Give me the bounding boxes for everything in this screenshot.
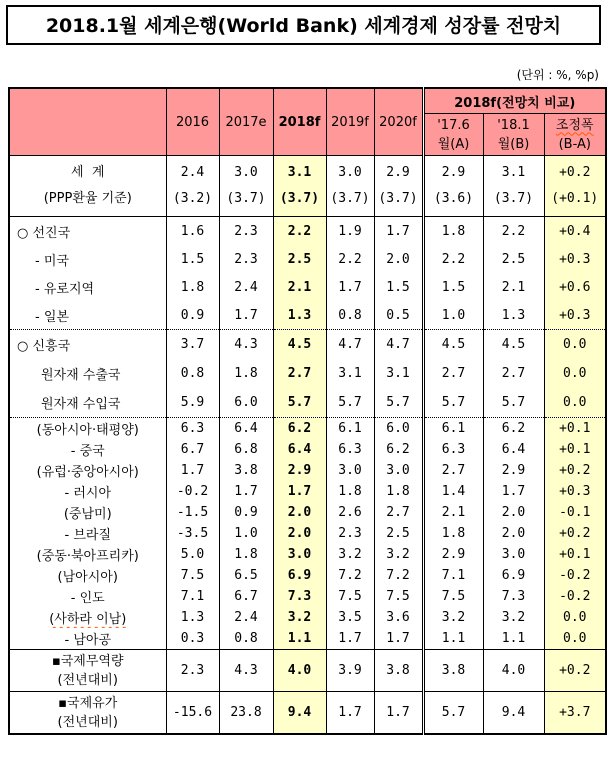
cell-value: 4.5 [273,330,326,360]
cell-value: 1.4 [423,481,483,502]
cell-value: 2.5 [273,245,326,273]
cell-value: 2.5 [483,245,544,273]
table-row [9,481,606,502]
cell-value: 3.1 (3.7) [483,156,544,217]
cell-value: 4.5 [423,330,483,360]
cell-value: 2.2 [483,217,544,246]
cell-value: 1.7 [483,481,544,502]
table-row [9,156,606,217]
col-header-adjustment-b-a [544,114,606,156]
cell-value: 1.9 [326,217,374,246]
cell-value: 3.0 [374,460,423,481]
table-row [9,523,606,544]
cell-value: +0.2 [544,650,606,692]
cell-value: 7.5 [166,565,219,586]
cell-value: 9.4 [273,692,326,735]
cell-value: 0.8 [326,301,374,330]
cell-value: 6.0 [219,388,273,418]
cell-value: 6.8 [219,439,273,460]
cell-value: 2.6 [326,502,374,523]
document-title: 2018.1월 세계은행(World Bank) 세계경제 성장률 전망치 [45,15,562,37]
cell-value: 2.4 [219,273,273,301]
cell-value: 1.8 [423,217,483,246]
forecast-table [8,87,607,735]
cell-value: 4.5 [483,330,544,360]
cell-value: 7.1 [166,586,219,607]
cell-value: 1.1 [423,628,483,650]
row-label: (중남미) [63,507,112,522]
cell-value: +0.2 [544,460,606,481]
cell-value: 1.7 [326,628,374,650]
cell-value: 2.7 [423,460,483,481]
cell-value: 2.9 [423,544,483,565]
cell-value: 7.5 [423,586,483,607]
cell-value: -0.2 [544,565,606,586]
cell-value: 5.9 [166,388,219,418]
col-header-2016: 2016 [166,88,219,156]
table-row [9,388,606,418]
table-row [9,460,606,481]
cell-value: 1.5 [423,273,483,301]
table-row [9,586,606,607]
cell-value: 2.2 [273,217,326,246]
cell-value: 1.3 [273,301,326,330]
row-label: (동아시아·태평양) [9,418,166,440]
cell-value: 6.1 [326,418,374,440]
cell-value: 1.8 [326,481,374,502]
cell-value: 3.8 [374,650,423,692]
cell-value: 7.2 [374,565,423,586]
col-header-2018f: 2018f [273,88,326,156]
row-label: 원자재 수입국 [41,397,121,412]
table-row [9,301,606,330]
cell-value: 2.4 (3.2) [166,156,219,217]
cell-value: 1.1 [273,628,326,650]
cell-value: 2.9 (3.7) [374,156,423,217]
row-label: 세 계 (PPP환율 기준) [43,165,132,206]
cell-value: +0.1 [544,418,606,440]
table-body [9,156,606,735]
cell-value: 6.3 [326,439,374,460]
cell-value: 6.9 [273,565,326,586]
cell-value: 0.9 [219,502,273,523]
table-row [9,330,606,360]
row-label: - 중국 [70,444,105,459]
table-row [9,245,606,273]
cell-value: 2.0 [483,523,544,544]
row-label: (사하라 이남) [49,612,127,627]
cell-value: -0.2 [544,586,606,607]
cell-value: +0.3 [544,481,606,502]
cell-value: 3.8 [423,650,483,692]
cell-value: 23.8 [219,692,273,735]
cell-value: 4.3 [219,650,273,692]
table-row [9,607,606,628]
cell-value: 1.7 [219,481,273,502]
row-label: (남아시아) [57,570,118,585]
cell-value: 3.0 [483,544,544,565]
col-header-17-6-month-a [423,114,483,156]
cell-value: 1.7 [273,481,326,502]
cell-value: 2.3 [166,650,219,692]
cell-value: 2.2 [423,245,483,273]
cell-value: +0.4 [544,217,606,246]
col-header-line: 월(A) [437,136,470,152]
col-header-2019f: 2019f [326,88,374,156]
cell-value: 1.1 [483,628,544,650]
cell-value: +0.2 (+0.1) [544,156,606,217]
cell-value: 1.0 [423,301,483,330]
cell-value: 2.0 [273,523,326,544]
table-row [9,565,606,586]
cell-value: -1.5 [166,502,219,523]
cell-value: 1.3 [166,607,219,628]
cell-value: +0.1 [544,544,606,565]
col-header-line: '18.1 [497,117,530,133]
cell-value: 3.0 [326,460,374,481]
cell-value: 2.3 [219,217,273,246]
cell-value: 0.0 [544,607,606,628]
row-label: - 남아공 [64,633,111,648]
cell-value: 6.2 [273,418,326,440]
table-row [9,418,606,440]
cell-value: 1.7 [374,628,423,650]
table-row [9,359,606,388]
cell-value: 2.9 [273,460,326,481]
cell-value: 3.2 [374,544,423,565]
cell-value: 3.2 [326,544,374,565]
cell-value: -0.2 [166,481,219,502]
row-label: ▪국제유가 (전년대비) [9,692,166,735]
table-row [9,544,606,565]
cell-value: 3.0 (3.7) [219,156,273,217]
row-label: ▪국제무역량 (전년대비) [9,650,166,692]
cell-value: 6.3 [166,418,219,440]
cell-value: 1.7 [219,301,273,330]
cell-value: 2.7 [423,359,483,388]
cell-value: 6.1 [423,418,483,440]
row-label: ○ 선진국 [9,217,166,246]
cell-value: 0.3 [166,628,219,650]
row-label: - 유로지역 [35,281,95,297]
col-header-line: 조정폭 [555,117,594,133]
cell-value: 1.5 [374,273,423,301]
table-row [9,439,606,460]
cell-value: 3.0 (3.7) [326,156,374,217]
col-header-label [9,88,166,156]
cell-value: 0.9 [166,301,219,330]
row-label: - 브라질 [64,528,111,543]
cell-value: 1.7 [374,692,423,735]
cell-value: 1.7 [374,217,423,246]
cell-value: 3.8 [219,460,273,481]
cell-value: 1.8 [166,273,219,301]
cell-value: 3.1 (3.7) [273,156,326,217]
col-header-line: '17.6 [437,117,470,133]
cell-value: 7.3 [273,586,326,607]
table-row [9,273,606,301]
cell-value: -0.1 [544,502,606,523]
cell-value: 1.8 [219,544,273,565]
cell-value: 3.7 [166,330,219,360]
cell-value: 2.0 [374,245,423,273]
cell-value: 2.4 [219,607,273,628]
cell-value: +0.1 [544,439,606,460]
cell-value: 6.4 [219,418,273,440]
cell-value: 6.7 [219,586,273,607]
cell-value: 6.4 [483,439,544,460]
cell-value: 3.2 [423,607,483,628]
col-header-line: (B-A) [558,136,591,152]
cell-value: 3.1 [326,359,374,388]
cell-value: 2.1 [483,273,544,301]
table-row [9,692,606,735]
cell-value: 2.0 [273,502,326,523]
cell-value: 6.2 [374,439,423,460]
cell-value: 6.0 [374,418,423,440]
page [0,5,607,761]
cell-value: 4.3 [219,330,273,360]
table-row [9,628,606,650]
cell-value: 7.1 [423,565,483,586]
cell-value: 1.0 [219,523,273,544]
cell-value: 2.2 [326,245,374,273]
cell-value: 1.8 [423,523,483,544]
cell-value: 5.7 [326,388,374,418]
cell-value: 2.3 [326,523,374,544]
cell-value: 5.7 [273,388,326,418]
row-label: (중동·북아프리카) [36,549,139,564]
cell-value: 5.7 [423,692,483,735]
cell-value: 1.3 [483,301,544,330]
cell-value: 5.0 [166,544,219,565]
cell-value: 4.0 [273,650,326,692]
cell-value: 6.3 [423,439,483,460]
cell-value: 6.7 [166,439,219,460]
cell-value: 5.7 [423,388,483,418]
cell-value: 0.0 [544,388,606,418]
cell-value: 4.7 [374,330,423,360]
cell-value: 3.2 [483,607,544,628]
row-label: - 인도 [70,591,105,606]
cell-value: 1.5 [166,245,219,273]
row-label: - 일본 [35,309,69,325]
cell-value: 2.5 [374,523,423,544]
cell-value: +0.6 [544,273,606,301]
cell-value: 3.1 [374,359,423,388]
cell-value: 2.1 [273,273,326,301]
cell-value: -3.5 [166,523,219,544]
cell-value: 0.0 [544,359,606,388]
unit-note: (단위 : %, %p) [516,68,599,82]
col-header-line: 월(B) [497,136,530,152]
cell-value: 1.7 [326,692,374,735]
row-label: (유럽·중앙아시아) [36,465,139,480]
cell-value: 3.5 [326,607,374,628]
cell-value: 0.0 [544,330,606,360]
cell-value: 7.3 [483,586,544,607]
cell-value: 3.9 [326,650,374,692]
document-title-box [6,5,601,45]
cell-value: 2.7 [483,359,544,388]
row-label: ○ 신흥국 [9,330,166,360]
cell-value: 3.2 [273,607,326,628]
cell-value: +0.3 [544,301,606,330]
cell-value: 6.4 [273,439,326,460]
cell-value: 7.2 [326,565,374,586]
cell-value: 2.0 [483,502,544,523]
table-row [9,650,606,692]
col-header-comparison: 2018f(전망치 비교) [423,88,606,114]
cell-value: 0.5 [374,301,423,330]
cell-value: 0.8 [219,628,273,650]
cell-value: 3.0 [273,544,326,565]
cell-value: 2.7 [374,502,423,523]
cell-value: 6.9 [483,565,544,586]
cell-value: 1.8 [374,481,423,502]
cell-value: 5.7 [374,388,423,418]
row-label: 원자재 수출국 [41,368,121,383]
cell-value: 4.0 [483,650,544,692]
cell-value: 1.8 [219,359,273,388]
table-header [9,88,606,156]
col-header-2017e: 2017e [219,88,273,156]
cell-value: 6.2 [483,418,544,440]
cell-value: 2.1 [423,502,483,523]
cell-value: -15.6 [166,692,219,735]
cell-value: 0.8 [166,359,219,388]
cell-value: 7.5 [326,586,374,607]
cell-value: +0.2 [544,523,606,544]
cell-value: 1.7 [326,273,374,301]
cell-value: +3.7 [544,692,606,735]
cell-value: 2.9 (3.6) [423,156,483,217]
cell-value: 2.7 [273,359,326,388]
col-header-18-1-month-b [483,114,544,156]
table-row [9,502,606,523]
cell-value: 1.7 [166,460,219,481]
cell-value: 2.3 [219,245,273,273]
row-label: - 러시아 [64,486,111,501]
col-header-2020f: 2020f [374,88,423,156]
cell-value: +0.3 [544,245,606,273]
cell-value: 3.6 [374,607,423,628]
cell-value: 0.0 [544,628,606,650]
cell-value: 6.5 [219,565,273,586]
cell-value: 7.5 [374,586,423,607]
header-row-top [9,88,606,114]
table-row [9,217,606,246]
cell-value: 1.6 [166,217,219,246]
cell-value: 2.9 [483,460,544,481]
cell-value: 9.4 [483,692,544,735]
cell-value: 4.7 [326,330,374,360]
cell-value: 5.7 [483,388,544,418]
row-label: - 미국 [35,253,69,269]
